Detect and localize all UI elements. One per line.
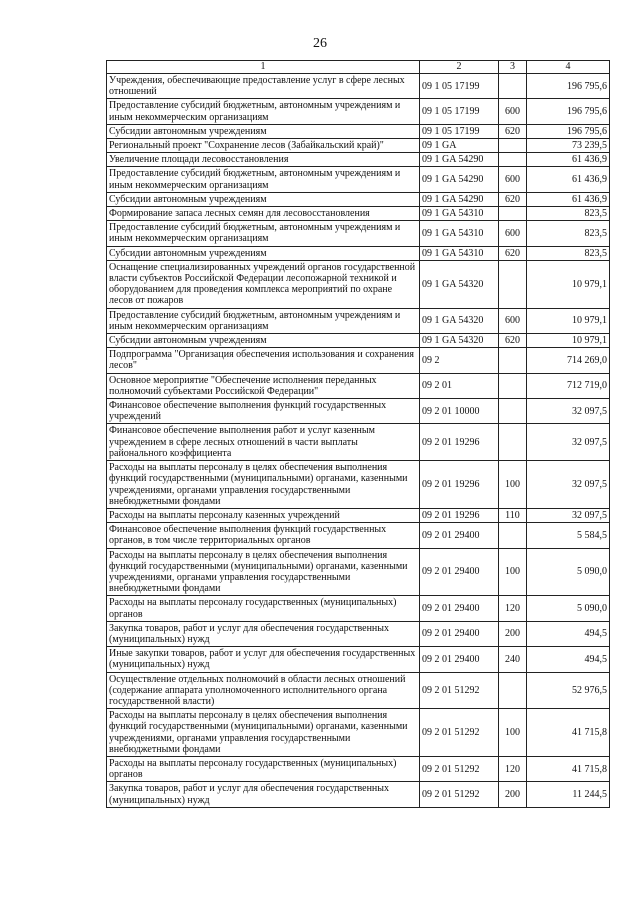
row-sum-cell: 32 097,5 [527,508,610,522]
table-row [107,782,610,807]
row-sum-cell: 10 979,1 [527,308,610,333]
page-number: 26 [313,36,327,51]
row-code-cell: 09 2 01 19296 [420,424,499,461]
row-code-cell: 09 2 01 29400 [420,523,499,548]
row-code-cell: 09 2 01 51292 [420,756,499,781]
row-sum-cell: 41 715,8 [527,756,610,781]
header-cell-3: 3 [499,61,527,74]
table-row [107,334,610,348]
row-vr-cell: 620 [499,334,527,348]
row-name-cell: Субсидии автономным учреждениям [107,246,420,260]
row-vr-cell [499,153,527,167]
row-sum-cell: 5 090,0 [527,596,610,621]
row-code-cell: 09 2 01 10000 [420,399,499,424]
row-vr-cell: 100 [499,709,527,757]
row-name-cell: Иные закупки товаров, работ и услуг для обеспечения государственных (муниципальных) нужд [107,647,420,672]
row-sum-cell: 5 584,5 [527,523,610,548]
row-name-cell: Осуществление отдельных полномочий в области лесных отношений (содержание аппарата уполномоченного исполнительного органа государственной власти) [107,672,420,709]
table-row [107,124,610,138]
row-code-cell: 09 1 GA 54290 [420,167,499,192]
table-row [107,672,610,709]
row-vr-cell [499,139,527,153]
row-code-cell: 09 1 05 17199 [420,99,499,124]
table-row [107,308,610,333]
header-cell-4: 4 [527,61,610,74]
row-sum-cell: 714 269,0 [527,348,610,373]
row-name-cell: Расходы на выплаты персоналу казенных учреждений [107,508,420,522]
table-row [107,523,610,548]
row-sum-cell: 32 097,5 [527,461,610,509]
row-vr-cell [499,523,527,548]
row-name-cell: Расходы на выплаты персоналу в целях обеспечения выполнения функций государственными (муниципальными) органами, казенными учреждениями, органами управления государственными внебюджетными фондами [107,461,420,509]
row-sum-cell: 5 090,0 [527,548,610,596]
table-row [107,621,610,646]
row-code-cell: 09 2 01 19296 [420,508,499,522]
row-name-cell: Финансовое обеспечение выполнения функций государственных органов, в том числе территориальных органов [107,523,420,548]
row-code-cell: 09 1 GA 54310 [420,207,499,221]
row-code-cell: 09 1 GA [420,139,499,153]
table-row [107,373,610,398]
table-row [107,192,610,206]
row-sum-cell: 196 795,6 [527,124,610,138]
row-vr-cell: 200 [499,782,527,807]
table-row [107,139,610,153]
row-vr-cell: 620 [499,192,527,206]
row-name-cell: Финансовое обеспечение выполнения функций государственных учреждений [107,399,420,424]
row-name-cell: Закупка товаров, работ и услуг для обеспечения государственных (муниципальных) нужд [107,621,420,646]
row-name-cell: Субсидии автономным учреждениям [107,124,420,138]
table-body [107,74,610,808]
row-vr-cell [499,399,527,424]
row-name-cell: Расходы на выплаты персоналу в целях обеспечения выполнения функций государственными (муниципальными) органами, казенными учреждениями, органами управления государственными внебюджетными фондами [107,709,420,757]
row-sum-cell: 10 979,1 [527,260,610,308]
row-vr-cell: 240 [499,647,527,672]
row-code-cell: 09 2 01 [420,373,499,398]
row-name-cell: Предоставление субсидий бюджетным, автономным учреждениям и иным некоммерческим организациям [107,221,420,246]
row-sum-cell: 32 097,5 [527,424,610,461]
row-vr-cell: 100 [499,548,527,596]
table-row [107,548,610,596]
row-name-cell: Расходы на выплаты персоналу государственных (муниципальных) органов [107,756,420,781]
row-vr-cell [499,373,527,398]
row-code-cell: 09 1 GA 54290 [420,153,499,167]
table-row [107,74,610,99]
row-code-cell: 09 2 01 19296 [420,461,499,509]
table-row [107,348,610,373]
row-code-cell: 09 2 01 29400 [420,647,499,672]
row-name-cell: Расходы на выплаты персоналу государственных (муниципальных) органов [107,596,420,621]
row-vr-cell [499,672,527,709]
table-header-row [107,61,610,74]
table-row [107,399,610,424]
row-vr-cell: 200 [499,621,527,646]
row-name-cell: Основное мероприятие "Обеспечение исполнения переданных полномочий субъектами Российской Федерации" [107,373,420,398]
table-row [107,756,610,781]
row-code-cell: 09 1 GA 54320 [420,334,499,348]
row-vr-cell: 600 [499,99,527,124]
row-code-cell: 09 1 05 17199 [420,124,499,138]
row-vr-cell: 600 [499,167,527,192]
row-sum-cell: 61 436,9 [527,167,610,192]
row-name-cell: Предоставление субсидий бюджетным, автономным учреждениям и иным некоммерческим организациям [107,167,420,192]
row-code-cell: 09 1 GA 54320 [420,260,499,308]
table-row [107,461,610,509]
row-vr-cell [499,348,527,373]
row-vr-cell: 600 [499,308,527,333]
row-sum-cell: 10 979,1 [527,334,610,348]
row-sum-cell: 11 244,5 [527,782,610,807]
row-name-cell: Региональный проект "Сохранение лесов (Забайкальский край)" [107,139,420,153]
row-vr-cell [499,74,527,99]
row-code-cell: 09 1 GA 54310 [420,221,499,246]
row-vr-cell: 120 [499,756,527,781]
table-row [107,596,610,621]
row-vr-cell [499,260,527,308]
row-sum-cell: 712 719,0 [527,373,610,398]
row-code-cell: 09 2 01 29400 [420,596,499,621]
row-code-cell: 09 2 01 51292 [420,782,499,807]
row-code-cell: 09 2 01 51292 [420,709,499,757]
row-name-cell: Формирование запаса лесных семян для лесовосстановления [107,207,420,221]
row-name-cell: Субсидии автономным учреждениям [107,192,420,206]
table-row [107,167,610,192]
row-name-cell: Субсидии автономным учреждениям [107,334,420,348]
row-sum-cell: 823,5 [527,221,610,246]
row-vr-cell: 620 [499,124,527,138]
table-row [107,260,610,308]
table-row [107,424,610,461]
row-name-cell: Закупка товаров, работ и услуг для обеспечения государственных (муниципальных) нужд [107,782,420,807]
row-code-cell: 09 1 GA 54290 [420,192,499,206]
table-row [107,221,610,246]
row-name-cell: Учреждения, обеспечивающие предоставление услуг в сфере лесных отношений [107,74,420,99]
row-name-cell: Расходы на выплаты персоналу в целях обеспечения выполнения функций государственными (муниципальными) органами, казенными учреждениями, органами управления государственными внебюджетными фондами [107,548,420,596]
row-code-cell: 09 1 GA 54320 [420,308,499,333]
row-sum-cell: 494,5 [527,647,610,672]
row-code-cell: 09 1 GA 54310 [420,246,499,260]
row-sum-cell: 41 715,8 [527,709,610,757]
table-row [107,99,610,124]
row-code-cell: 09 2 01 29400 [420,548,499,596]
row-name-cell: Подпрограмма "Организация обеспечения использования и сохранения лесов" [107,348,420,373]
header-cell-2: 2 [420,61,499,74]
row-code-cell: 09 2 01 29400 [420,621,499,646]
table-row [107,709,610,757]
table-row [107,246,610,260]
header-cell-1: 1 [107,61,420,74]
row-vr-cell: 100 [499,461,527,509]
row-sum-cell: 52 976,5 [527,672,610,709]
row-code-cell: 09 1 05 17199 [420,74,499,99]
row-vr-cell: 620 [499,246,527,260]
row-sum-cell: 32 097,5 [527,399,610,424]
row-name-cell: Оснащение специализированных учреждений органов государственной власти субъектов Российской Федерации лесопожарной техникой и оборудованием для проведения комплекса мероприятий по охране лесов от пожаров [107,260,420,308]
row-name-cell: Увеличение площади лесовосстановления [107,153,420,167]
row-sum-cell: 494,5 [527,621,610,646]
row-code-cell: 09 2 [420,348,499,373]
budget-table [106,60,610,808]
table-row [107,153,610,167]
row-code-cell: 09 2 01 51292 [420,672,499,709]
row-vr-cell [499,424,527,461]
row-sum-cell: 823,5 [527,246,610,260]
row-sum-cell: 61 436,9 [527,153,610,167]
row-sum-cell: 61 436,9 [527,192,610,206]
table-row [107,508,610,522]
row-name-cell: Предоставление субсидий бюджетным, автономным учреждениям и иным некоммерческим организациям [107,99,420,124]
row-sum-cell: 196 795,6 [527,99,610,124]
row-sum-cell: 823,5 [527,207,610,221]
row-vr-cell [499,207,527,221]
row-name-cell: Предоставление субсидий бюджетным, автономным учреждениям и иным некоммерческим организациям [107,308,420,333]
row-name-cell: Финансовое обеспечение выполнения работ и услуг казенным учреждением в сфере лесных отношений в части выплаты районального коэффициента [107,424,420,461]
row-vr-cell: 110 [499,508,527,522]
row-vr-cell: 600 [499,221,527,246]
table-row [107,207,610,221]
row-vr-cell: 120 [499,596,527,621]
table-row [107,647,610,672]
row-sum-cell: 73 239,5 [527,139,610,153]
row-sum-cell: 196 795,6 [527,74,610,99]
